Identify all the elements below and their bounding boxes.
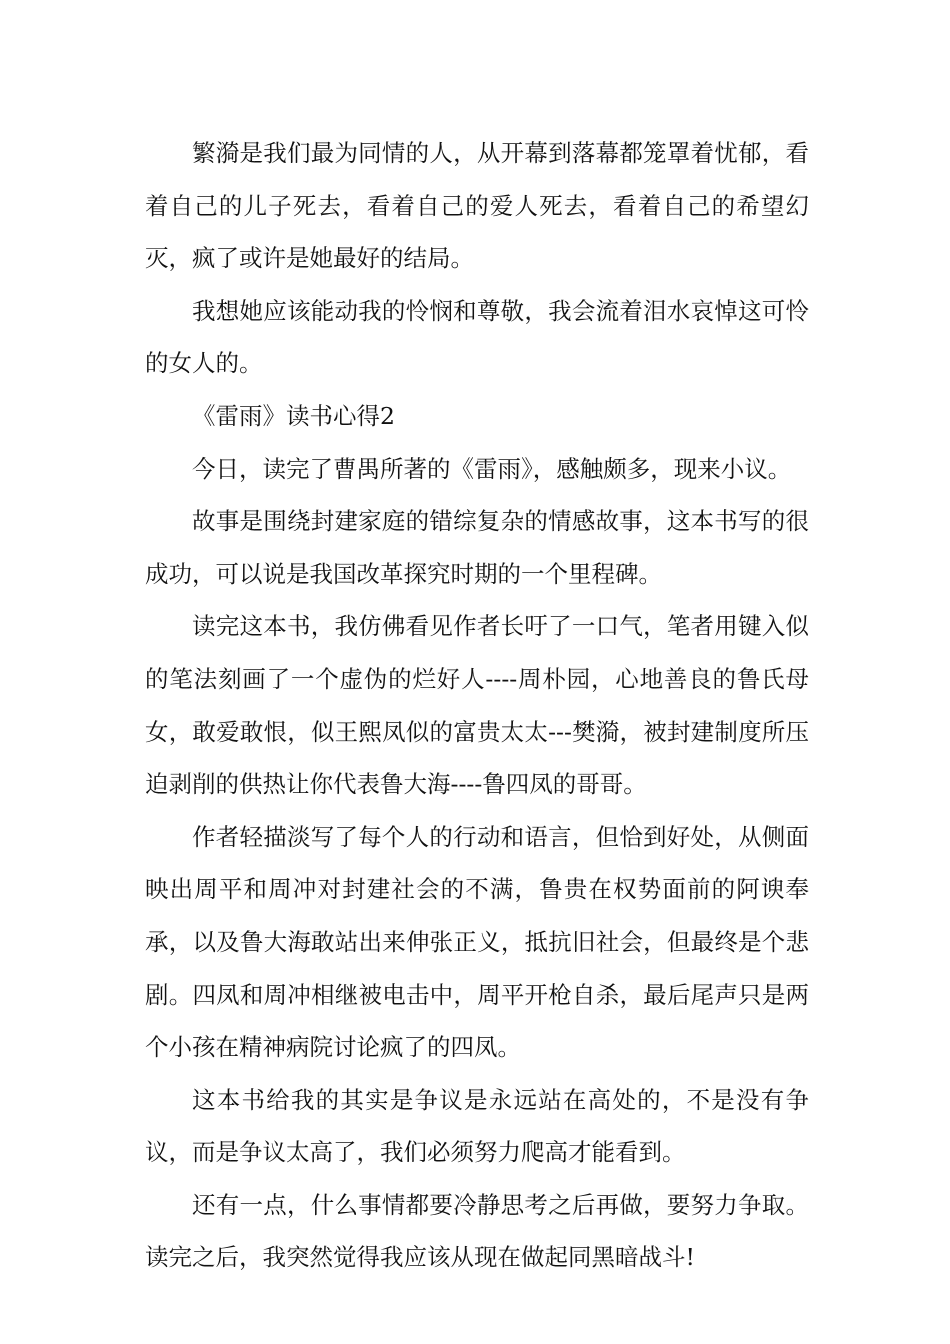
document-body bbox=[145, 127, 809, 1284]
paragraph-conclusion: 还有一点，什么事情都要冷静思考之后再做，要努力争取。读完之后，我突然觉得我应该从现在做起同黑暗战斗! bbox=[145, 1190, 809, 1272]
paragraph-intro: 今日，读完了曹禺所著的《雷雨》，感触颇多，现来小议。 bbox=[192, 454, 792, 483]
paragraph-story: 故事是围绕封建家庭的错综复杂的情感故事，这本书写的很成功，可以说是我国改革探究时期的一个里程碑。 bbox=[145, 507, 809, 588]
paragraph-fanyi: 繁漪是我们最为同情的人，从开幕到落幕都笼罩着忧郁，看着自己的儿子死去，看着自己的爱人死去，看着自己的希望幻灭，疯了或许是她最好的结局。 bbox=[145, 139, 809, 273]
paragraph-controversy: 这本书给我的其实是争议是永远站在高处的，不是没有争议，而是争议太高了，我们必须努力爬高才能看到。 bbox=[145, 1085, 809, 1167]
section-heading: 《雷雨》读书心得2 bbox=[192, 401, 395, 430]
paragraph-pity: 我想她应该能动我的怜悯和尊敬，我会流着泪水哀悼这可怜的女人的。 bbox=[145, 296, 809, 378]
paragraph-author: 作者轻描淡写了每个人的行动和语言，但恰到好处，从侧面映出周平和周冲对封建社会的不满，鲁贵在权势面前的阿谀奉承，以及鲁大海敢站出来伸张正义，抵抗旧社会，但最终是个悲剧。四凤和周冲相继被电击中，周平开枪自杀，最后尾声只是两个小孩在精神病院讨论疯了的四凤。 bbox=[145, 822, 809, 1062]
paragraph-characters: 读完这本书，我仿佛看见作者长吁了一口气，笔者用键入似的笔法刻画了一个虚伪的烂好人----周朴园，心地善良的鲁氏母女，敢爱敢恨，似王熙凤似的富贵太太---樊漪，被封建制度所压迫剥削的供热让你代表鲁大海----鲁四凤的哥哥。 bbox=[145, 612, 809, 799]
